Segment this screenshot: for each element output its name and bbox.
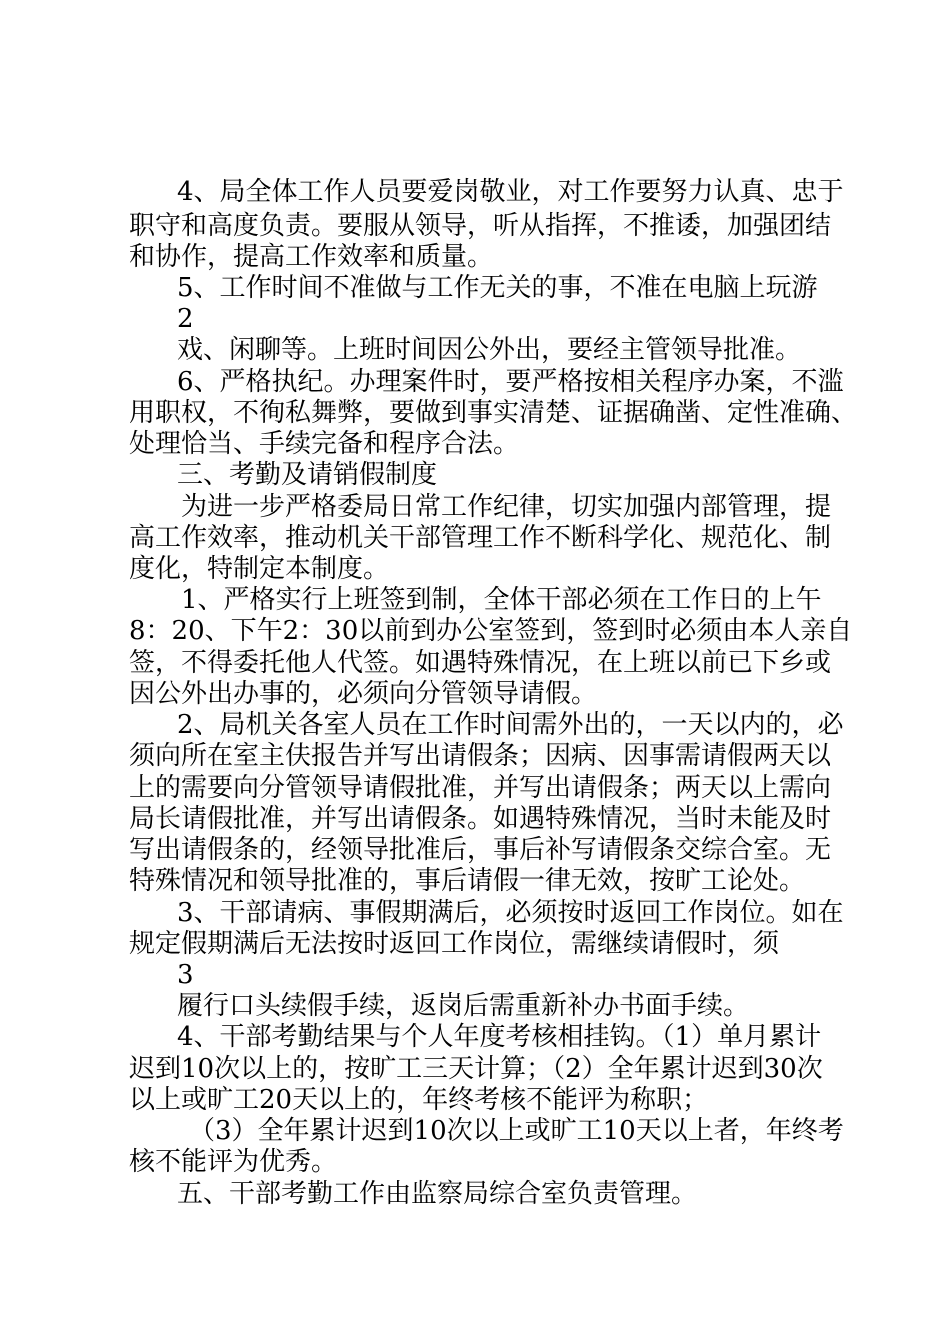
line-21: 特殊情况和领导批准的，事后请假一律无效，按旷工论处。 [129, 866, 806, 896]
line-07: 用职权，不徇私舞弊，要做到事实清楚、证据确凿、定性准确、 [129, 398, 858, 428]
page-number-2: 2 [177, 304, 194, 334]
line-13: 8：20、下午2：30以前到办公室签到，签到时必须由本人亲自 [129, 616, 853, 646]
line-15: 因公外出办事的，必须向分管领导请假。 [129, 679, 598, 709]
section-heading-3: 三、考勤及请销假制度 [177, 460, 438, 490]
line-08: 处理恰当、手续完备和程序合法。 [129, 429, 520, 459]
line-28: （3）全年累计迟到10次以上或旷工10天以上者，年终考 [189, 1116, 844, 1146]
line-19: 局长请假批准，并写出请假条。如遇特殊情况，当时未能及时 [129, 804, 832, 834]
line-09: 为进一步严格委局日常工作纪律，切实加强内部管理，提 [181, 492, 832, 522]
line-25: 4、干部考勤结果与个人年度考核相挂钩。（1）单月累计 [177, 1022, 822, 1052]
line-06: 6、严格执纪。办理案件时，要严格按相关程序办案，不滥 [177, 367, 844, 397]
line-26: 迟到10次以上的，按旷工三天计算；（2）全年累计迟到30次 [129, 1054, 823, 1084]
line-10: 高工作效率，推动机关干部管理工作不断科学化、规范化、制 [129, 523, 832, 553]
line-05: 戏、闲聊等。上班时间因公外出，要经主管领导批准。 [177, 335, 802, 365]
line-18: 上的需要向分管领导请假批准，并写出请假条；两天以上需向 [129, 773, 832, 803]
line-24: 履行口头续假手续，返岗后需重新补办书面手续。 [177, 991, 750, 1021]
line-01: 4、局全体工作人员要爱岗敬业，对工作要努力认真、忠于 [177, 177, 844, 207]
page-number-3: 3 [177, 960, 194, 990]
line-16: 2、局机关各室人员在工作时间需外出的，一天以内的，必 [177, 710, 844, 740]
line-20: 写出请假条的，经领导批准后，事后补写请假条交综合室。无 [129, 835, 832, 865]
line-23: 规定假期满后无法按时返回工作岗位，需继续请假时，须 [129, 929, 780, 959]
line-11: 度化，特制定本制度。 [129, 554, 390, 584]
line-17: 须向所在室主伕报告并写出请假条；因病、因事需请假两天以 [129, 741, 832, 771]
line-27: 以上或旷工20天以上的，年终考核不能评为称职； [129, 1085, 709, 1115]
line-04: 5、工作时间不准做与工作无关的事，不准在电脑上玩游 [177, 273, 818, 303]
line-14: 签，不得委托他人代签。如遇特殊情况，在上班以前已下乡或 [129, 648, 832, 678]
line-12: 1、严格实行上班签到制，全体干部必须在工作日的上午 [181, 585, 822, 615]
line-02: 职守和高度负责。要服从领导，听从指挥，不推诿，加强团结 [129, 211, 832, 241]
section-heading-5: 五、干部考勤工作由监察局综合室负责管理。 [177, 1179, 698, 1209]
line-22: 3、干部请病、事假期满后，必须按时返回工作岗位。如在 [177, 898, 844, 928]
line-03: 和协作，提高工作效率和质量。 [129, 242, 494, 272]
line-29: 核不能评为优秀。 [129, 1147, 338, 1177]
